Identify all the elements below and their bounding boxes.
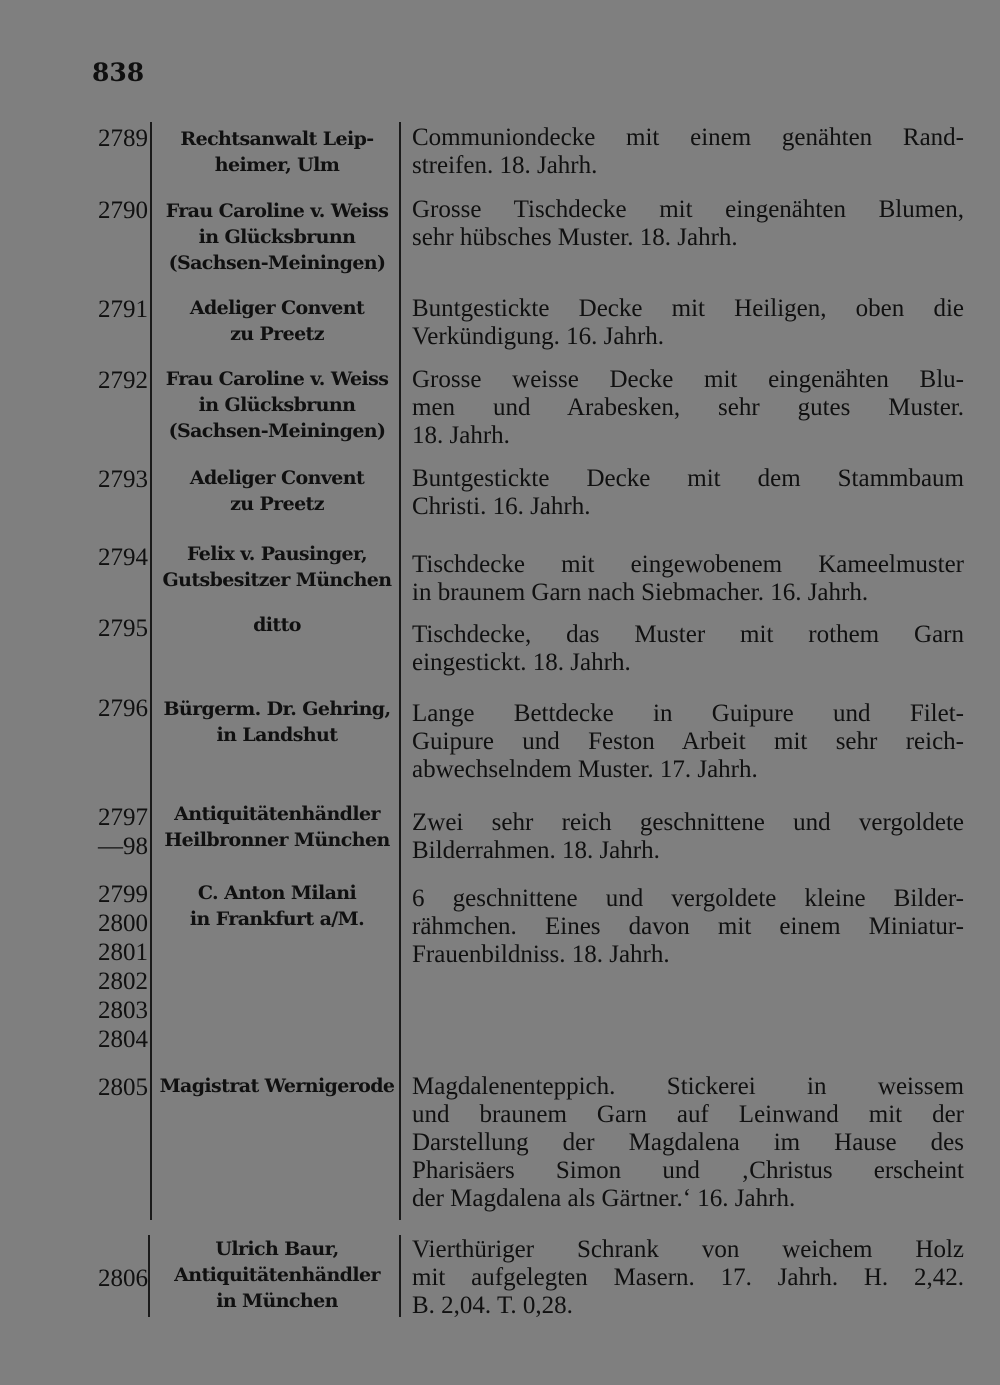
lender-line: in Glücksbrunn	[198, 226, 356, 248]
entry-number: 2799 2800 2801 2802 2803 2804	[98, 881, 148, 1053]
description-line: sehr hübsches Muster. 18. Jahrh.	[412, 224, 738, 251]
lender-line: Frau Caroline v. Weiss	[165, 368, 389, 390]
description	[412, 1073, 964, 1213]
lender-line: Ulrich Baur,	[215, 1238, 339, 1260]
entry-number: 2796	[98, 695, 148, 722]
column-rule-right	[399, 122, 401, 1220]
lender-line: in Landshut	[216, 724, 338, 746]
description	[412, 700, 964, 784]
lender-line: Adeliger Convent	[189, 467, 365, 489]
description-line: mit aufgelegten Masern. 17. Jahrh. H. 2,42.	[412, 1264, 964, 1291]
description-line: Pharisäers Simon und ‚Christus erscheint	[412, 1157, 964, 1184]
description-line: 6 geschnittene und vergoldete kleine Bilder-	[412, 885, 964, 912]
description-line: B. 2,04. T. 0,28.	[412, 1292, 573, 1319]
description-line: Darstellung der Magdalena im Hause des	[412, 1129, 964, 1156]
description-line: abwechselndem Muster. 17. Jahrh.	[412, 756, 758, 783]
lender	[158, 612, 396, 638]
lender	[158, 801, 396, 853]
description-line: Communiondecke mit einem genähten Rand-	[412, 124, 964, 151]
lender	[158, 1236, 396, 1314]
lender	[158, 295, 396, 347]
entry-number: 2792	[98, 367, 148, 394]
lender-line: Adeliger Convent	[189, 297, 365, 319]
description-line: und braunem Garn auf Leinwand mit der	[412, 1101, 964, 1128]
lender	[158, 541, 396, 593]
description	[412, 366, 964, 450]
entry-number: 2795	[98, 615, 148, 642]
description-line: Magdalenenteppich. Stickerei in weissem	[412, 1073, 964, 1100]
description-line: Lange Bettdecke in Guipure und Filet-	[412, 700, 964, 727]
entry-number: 2797 —98	[98, 804, 148, 860]
description-line: rähmchen. Eines davon mit einem Miniatur-	[412, 913, 964, 940]
lender	[158, 1073, 396, 1099]
description	[412, 295, 964, 351]
description-line: Grosse Tischdecke mit eingenähten Blumen,	[412, 196, 964, 223]
entry-number: 2805	[98, 1074, 148, 1101]
lender-line: zu Preetz	[230, 493, 324, 515]
lender-line: Antiquitätenhändler	[174, 803, 380, 825]
column-rule-left	[150, 122, 152, 1220]
description	[412, 196, 964, 252]
column-rule-right-lower	[399, 1235, 401, 1317]
lender-line: in München	[216, 1290, 338, 1312]
description-line: Frauenbildniss. 18. Jahrh.	[412, 941, 670, 968]
lender-line: zu Preetz	[230, 323, 324, 345]
description-line: Grosse weisse Decke mit eingenähten Blu-	[412, 366, 964, 393]
description-line: Guipure und Feston Arbeit mit sehr reich-	[412, 728, 964, 755]
lender-line: Frau Caroline v. Weiss	[165, 200, 389, 222]
description-line: Bilderrahmen. 18. Jahrh.	[412, 837, 660, 864]
entry-number: 2791	[98, 296, 148, 323]
lender-line: in Glücksbrunn	[198, 394, 356, 416]
lender-line: ditto	[253, 614, 301, 636]
lender-line: Bürgerm. Dr. Gehring,	[163, 698, 391, 720]
lender	[158, 465, 396, 517]
lender-line: (Sachsen-Meiningen)	[168, 252, 386, 274]
lender-line: in Frankfurt a/M.	[189, 908, 365, 930]
description-line: men und Arabesken, sehr gutes Muster.	[412, 394, 964, 421]
lender-line: Gutsbesitzer München	[162, 569, 392, 591]
description-line: Zwei sehr reich geschnittene und vergoldete	[412, 809, 964, 836]
lender-line: C. Anton Milani	[197, 882, 357, 904]
page-number: 838	[92, 58, 145, 87]
lender-line: (Sachsen-Meiningen)	[168, 420, 386, 442]
description-line: Vierthüriger Schrank von weichem Holz	[412, 1236, 964, 1263]
description	[412, 1236, 964, 1320]
entry-number: 2806	[98, 1265, 148, 1292]
description	[412, 551, 964, 607]
description	[412, 621, 964, 677]
description-line: 18. Jahrh.	[412, 422, 510, 449]
lender	[158, 198, 396, 276]
description-line: Verkündigung. 16. Jahrh.	[412, 323, 665, 350]
entry-number: 2794	[98, 544, 148, 571]
description	[412, 124, 964, 180]
column-rule-left-lower	[148, 1235, 150, 1317]
description-line: Tischdecke, das Muster mit rothem Garn	[412, 621, 964, 648]
lender-line: Rechtsanwalt Leip-	[180, 128, 374, 150]
lender	[158, 696, 396, 748]
lender-line: Magistrat Wernigerode	[159, 1075, 395, 1097]
description-line: Tischdecke mit eingewobenem Kameelmuster	[412, 551, 964, 578]
lender-line: Antiquitätenhändler	[174, 1264, 380, 1286]
description-line: streifen. 18. Jahrh.	[412, 152, 598, 179]
lender	[158, 126, 396, 178]
description-line: Buntgestickte Decke mit dem Stammbaum	[412, 465, 964, 492]
lender-line: heimer, Ulm	[214, 154, 340, 176]
description	[412, 465, 964, 521]
description-line: Christi. 16. Jahrh.	[412, 493, 591, 520]
entry-number: 2793	[98, 466, 148, 493]
description-line: in braunem Garn nach Siebmacher. 16. Jahrh.	[412, 579, 869, 606]
lender-line: Felix v. Pausinger,	[186, 543, 368, 565]
description-line: der Magdalena als Gärtner.‘ 16. Jahrh.	[412, 1185, 796, 1212]
lender	[158, 880, 396, 932]
description	[412, 809, 964, 865]
description-line: eingestickt. 18. Jahrh.	[412, 649, 631, 676]
lender	[158, 366, 396, 444]
description	[412, 885, 964, 969]
lender-line: Heilbronner München	[164, 829, 390, 851]
description-line: Buntgestickte Decke mit Heiligen, oben die	[412, 295, 964, 322]
entry-number: 2789	[98, 125, 148, 152]
entry-number: 2790	[98, 197, 148, 224]
